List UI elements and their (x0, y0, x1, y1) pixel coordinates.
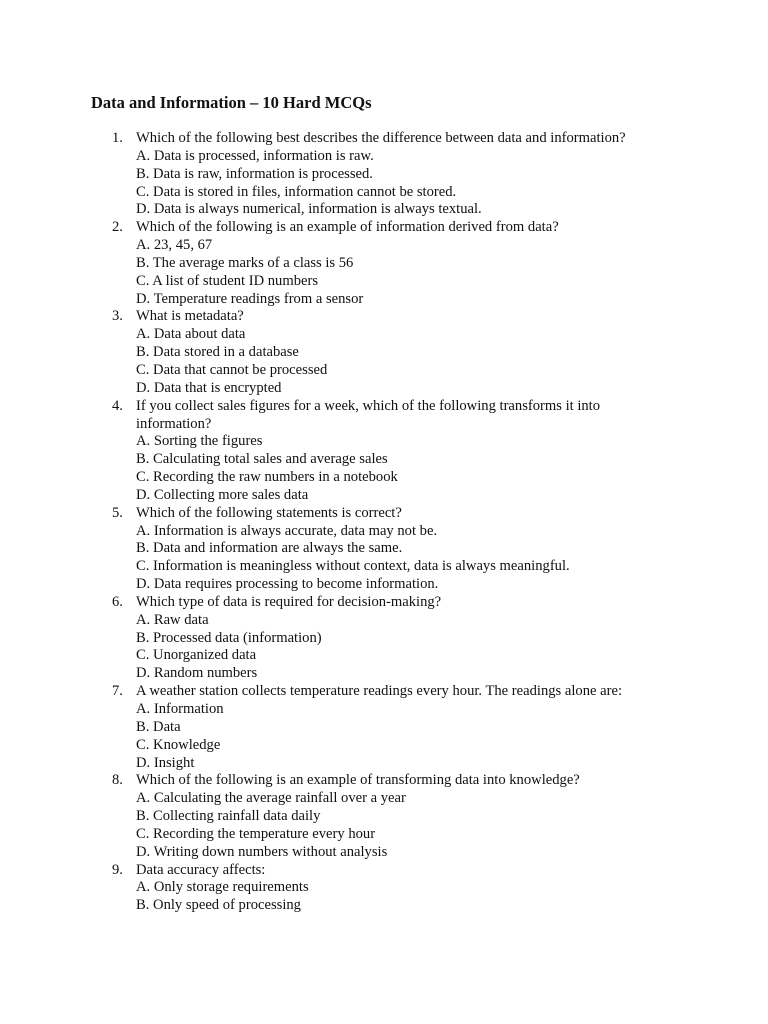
option-a: A. Information is always accurate, data may not be. (136, 522, 438, 539)
option-a: A. Data about data (136, 326, 246, 343)
question-text: A weather station collects temperature readings every hour. The readings alone are: (136, 683, 622, 700)
option-b: B. The average marks of a class is 56 (136, 254, 354, 271)
option-c: C. Knowledge (136, 736, 221, 753)
question-text: Which type of data is required for decision-making? (136, 593, 442, 610)
question-3 (0, 308, 768, 397)
option-c: C. Recording the temperature every hour (136, 825, 376, 842)
option-c: C. Data that cannot be processed (136, 361, 328, 378)
option-d: D. Random numbers (136, 665, 258, 682)
question-text: What is metadata? (136, 308, 244, 325)
option-c: C. A list of student ID numbers (136, 272, 319, 289)
question-8 (0, 772, 768, 861)
question-number: 6. (112, 593, 123, 610)
question-number: 3. (112, 308, 123, 325)
option-b: B. Collecting rainfall data daily (136, 808, 321, 825)
question-text: Which of the following is an example of information derived from data? (136, 219, 559, 236)
question-text: Which of the following best describes the difference between data and information? (136, 130, 626, 146)
question-number: 1. (112, 130, 123, 146)
question-4 (0, 398, 768, 505)
option-d: D. Data that is encrypted (136, 379, 282, 396)
question-5 (0, 505, 768, 594)
option-b: B. Data is raw, information is processed. (136, 165, 373, 182)
option-b: B. Calculating total sales and average sales (136, 451, 388, 468)
option-b: B. Only speed of processing (136, 897, 301, 914)
option-c: C. Information is meaningless without context, data is always meaningful. (136, 558, 570, 575)
question-text: If you collect sales figures for a week, which of the following transforms it into information? (136, 397, 601, 432)
option-d: D. Writing down numbers without analysis (136, 843, 388, 860)
option-d: D. Data is always numerical, information is always textual. (136, 201, 482, 218)
question-text: Which of the following statements is correct? (136, 504, 402, 521)
question-text: Data accuracy affects: (136, 861, 266, 878)
question-2 (0, 219, 768, 308)
option-a: A. Calculating the average rainfall over a year (136, 790, 406, 807)
option-b: B. Data (136, 718, 181, 735)
option-a: A. 23, 45, 67 (136, 237, 213, 254)
question-number: 7. (112, 683, 123, 700)
option-c: C. Recording the raw numbers in a notebook (136, 469, 398, 486)
option-a: A. Only storage requirements (136, 879, 309, 896)
option-a: A. Data is processed, information is raw. (136, 147, 374, 164)
option-b: B. Processed data (information) (136, 629, 322, 646)
question-1 (0, 130, 768, 219)
option-d: D. Temperature readings from a sensor (136, 290, 364, 307)
option-c: C. Data is stored in files, information cannot be stored. (136, 183, 457, 200)
option-d: D. Collecting more sales data (136, 486, 309, 503)
question-number: 9. (112, 861, 123, 878)
option-c: C. Unorganized data (136, 647, 257, 664)
option-b: B. Data stored in a database (136, 344, 299, 361)
question-list (0, 130, 768, 915)
option-d: D. Insight (136, 754, 195, 771)
question-7 (0, 683, 768, 772)
option-b: B. Data and information are always the same. (136, 540, 403, 557)
option-a: A. Raw data (136, 611, 209, 628)
question-text: Which of the following is an example of transforming data into knowledge? (136, 772, 580, 789)
question-number: 4. (112, 397, 123, 414)
option-a: A. Information (136, 701, 224, 717)
option-a: A. Sorting the figures (136, 433, 263, 450)
question-number: 8. (112, 772, 123, 789)
question-number: 2. (112, 219, 123, 236)
question-9 (0, 862, 768, 916)
question-6 (0, 594, 768, 683)
question-number: 5. (112, 504, 123, 521)
document-title: Data and Information – 10 Hard MCQs (91, 93, 372, 112)
option-d: D. Data requires processing to become information. (136, 576, 439, 593)
